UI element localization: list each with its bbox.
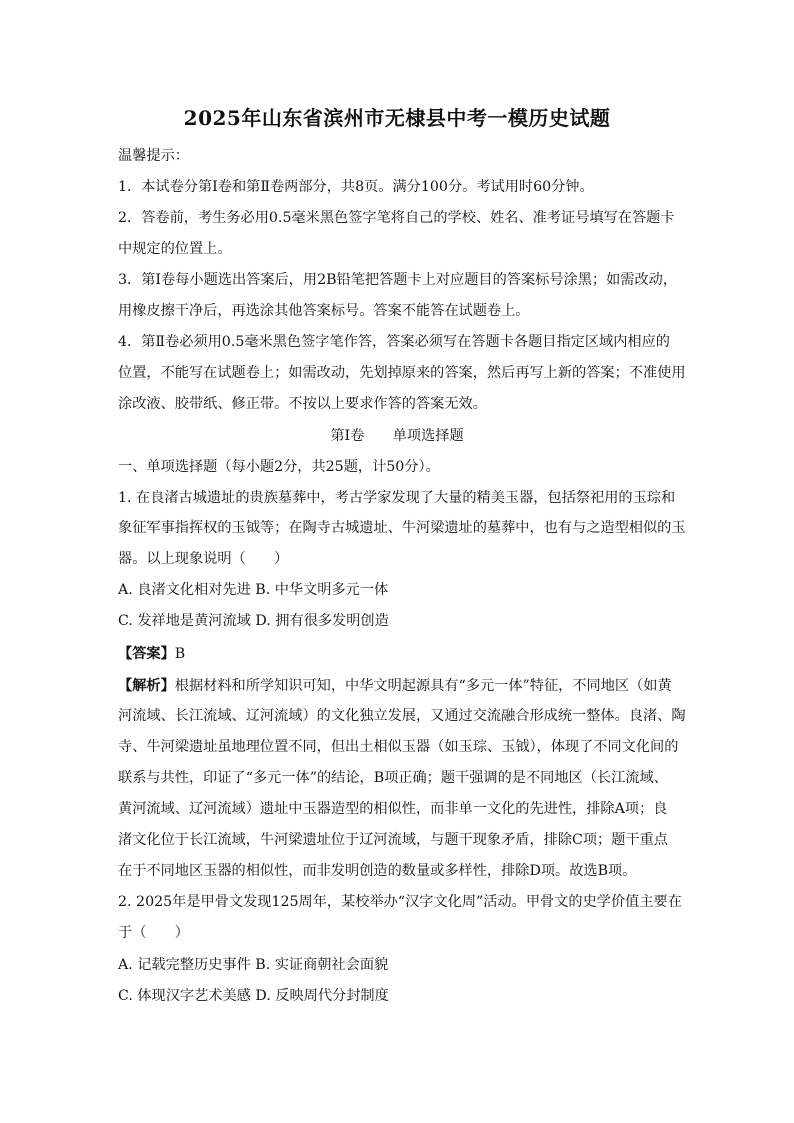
notice-line: 涂改液、胶带纸、修正带。不按以上要求作答的答案无效。 [118,396,487,412]
question-2-stem: 2. 2025年是甲骨文发现125周年，某校举办“汉字文化周”活动。甲骨文的史学价值主要在 [118,894,682,910]
analysis-text: 根据材料和所学知识可知，中华文明起源具有“多元一体”特征，不同地区（如黄 [174,678,672,694]
notice-line: 中规定的位置上。 [118,241,232,257]
part-heading: 一、单项选择题（每小题2分，共25题，计50分）。 [118,459,440,475]
question-1-analysis: 在于不同地区玉器的相似性，而非发明创造的数量或多样性，排除D项。故选B项。 [118,863,637,879]
question-1-analysis: 联系与共性，印证了“多元一体”的结论，B项正确；题干强调的是不同地区（长江流域、 [118,770,668,786]
question-1-stem: 1. 在良渚古城遗址的贵族墓葬中，考古学家发现了大量的精美玉器，包括祭祀用的玉琮和 [118,490,676,506]
answer-value: B [174,646,186,662]
question-2-stem: 于（ ） [118,925,189,941]
question-1-stem: 器。以上现象说明（ ） [118,551,289,567]
analysis-label: 【解析】 [118,678,175,694]
question-1-answer [118,644,688,664]
notice-line: 4．第Ⅱ卷必须用0.5毫米黑色签字笔作答，答案必须写在答题卡各题目指定区域内相应的 [118,334,670,350]
exam-title: 2025年山东省滨州市无棣县中考一模历史试题 [183,106,611,130]
question-1-analysis: 黄河流域、辽河流域）遗址中玉器造型的相似性，而非单一文化的先进性，排除A项；良 [118,801,668,817]
notice-line: 用橡皮擦干净后，再选涂其他答案标号。答案不能答在试题卷上。 [118,303,530,319]
question-2-options: C. 体现汉字艺术美感 D. 反映周代分封制度 [118,988,389,1004]
notice-heading: 温馨提示： [118,148,189,164]
question-1-analysis: 河流域、长江流域、辽河流域）的文化独立发展，又通过交流融合形成统一整体。良渚、陶 [118,708,686,724]
question-1-stem: 象征军事指挥权的玉钺等；在陶寺古城遗址、牛河梁遗址的墓葬中，也有与之造型相似的玉 [118,520,686,536]
question-1-options: A. 良渚文化相对先进 B. 中华文明多元一体 [118,582,389,598]
question-1-analysis: 渚文化位于长江流域，牛河梁遗址位于辽河流域，与题干现象矛盾，排除C项；题干重点 [118,832,668,848]
question-2-options: A. 记载完整历史事件 B. 实证商朝社会面貌 [118,957,389,973]
notice-line: 2．答卷前，考生务必用0.5毫米黑色签字笔将自己的学校、姓名、准考证号填写在答题卡 [118,210,675,226]
question-1-analysis: 寺、牛河梁遗址虽地理位置不同，但出土相似玉器（如玉琮、玉钺），体现了不同文化间的 [118,739,679,755]
answer-label: 【答案】 [118,646,175,662]
notice-line: 位置，不能写在试题卷上；如需改动，先划掉原来的答案，然后再写上新的答案；不准使用 [118,365,686,381]
question-1-analysis [118,676,688,696]
notice-line: 1．本试卷分第Ⅰ卷和第Ⅱ卷两部分，共8页。满分100分。考试用时60分钟。 [118,179,594,195]
question-1-options: C. 发祥地是黄河流域 D. 拥有很多发明创造 [118,613,389,629]
notice-line: 3．第Ⅰ卷每小题选出答案后，用2B铅笔把答题卡上对应题目的答案标号涂黑；如需改动， [118,272,678,288]
section-title: 第Ⅰ卷 单项选择题 [330,428,464,444]
